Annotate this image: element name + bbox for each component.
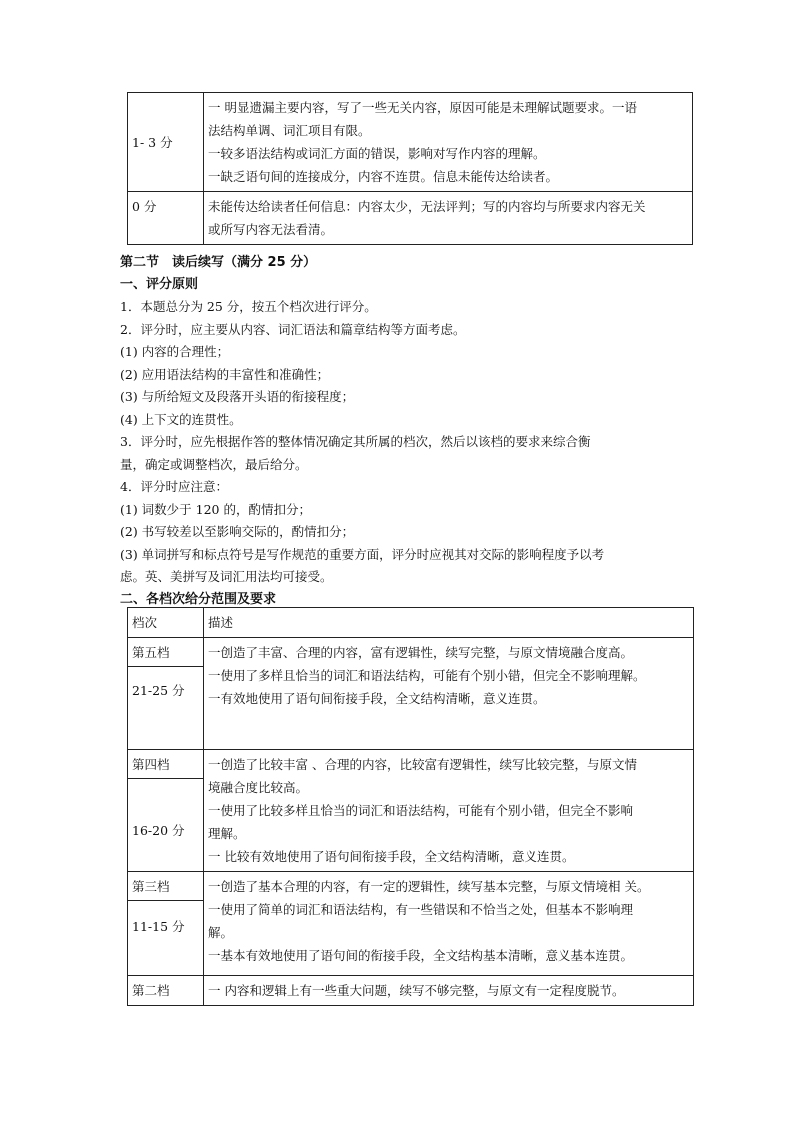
- description-cell: [204, 872, 694, 976]
- score-range: 16-20 分: [132, 823, 185, 838]
- cell-divider: [128, 900, 203, 901]
- grade-label: 第五档: [132, 645, 170, 660]
- principle-line: 1．本题总分为 25 分，按五个档次进行评分。: [120, 299, 377, 314]
- ranges-heading: 二、各档次给分范围及要求: [120, 591, 277, 607]
- principle-line: (3) 单词拼写和标点符号是写作规范的重要方面，评分时应视其对交际的影响程度予以考: [120, 546, 605, 562]
- score-range: 21-25 分: [132, 683, 185, 698]
- table-row: [128, 638, 694, 750]
- description-line: 一 内容和逻辑上有一些重大问题，续写不够完整，与原文有一定程度脱节。: [208, 983, 625, 998]
- principle-line: 虑。英、美拼写及词汇用法均可接受。: [120, 569, 333, 584]
- table-row: [128, 93, 693, 192]
- table-row: [128, 976, 694, 1006]
- grade-label: 第三档: [132, 879, 170, 894]
- header-grade: 档次: [128, 608, 204, 638]
- principle-line: (4) 上下文的连贯性。: [120, 411, 242, 427]
- table-row: [128, 192, 693, 245]
- description-line: 境融合度比较高。: [208, 780, 309, 795]
- description-line: 一创造了比较丰富 、合理的内容，比较富有逻辑性，续写比较完整，与原文情: [208, 757, 637, 772]
- description-line: 一使用了简单的词汇和语法结构，有一些错误和不恰当之处，但基本不影响理: [208, 902, 634, 917]
- description-line: 一使用了比较多样且恰当的词汇和语法结构，可能有个别小错，但完全不影响: [208, 803, 634, 818]
- cell-divider: [128, 666, 203, 667]
- score-cell: [128, 93, 204, 192]
- description-line: 一缺乏语句间的连接成分，内容不连贯。信息未能传达给读者。: [208, 169, 559, 184]
- principle-line: (3) 与所给短文及段落开头语的衔接程度；: [120, 389, 355, 404]
- principle-line: 4．评分时应注意：: [120, 479, 228, 494]
- principle-line: (1) 内容的合理性；: [120, 344, 230, 359]
- description-cell: [204, 638, 694, 750]
- description-line: 理解。: [208, 826, 246, 841]
- description-line: 法结构单调、词汇项目有限。: [208, 123, 371, 138]
- principle-line: 2．评分时，应主要从内容、词汇语法和篇章结构等方面考虑。: [120, 321, 466, 337]
- cell-divider: [128, 778, 203, 779]
- header-description: 描述: [204, 608, 694, 638]
- principle-line: 量，确定或调整档次，最后给分。: [120, 456, 308, 472]
- description-line: 一基本有效地使用了语句间的衔接手段，全文结构基本清晰，意义基本连贯。: [208, 948, 634, 963]
- grade-label: 第二档: [132, 983, 170, 998]
- description-cell: [204, 750, 694, 872]
- description-line: 一 明显遗漏主要内容，写了一些无关内容，原因可能是未理解试题要求。一语: [208, 100, 637, 115]
- description-cell: [204, 976, 694, 1006]
- grade-cell: [128, 638, 204, 750]
- description-line: 解。: [208, 925, 234, 940]
- principle-line: (2) 应用语法结构的丰富性和准确性；: [120, 366, 330, 382]
- score-cell: [128, 192, 204, 245]
- principle-line: (2) 书写较差以至影响交际的，酌情扣分；: [120, 524, 355, 539]
- description-cell: [204, 93, 693, 192]
- section-body: [120, 252, 700, 611]
- principle-line: 3．评分时，应先根据作答的整体情况确定其所属的档次，然后以该档的要求来综合衡: [120, 434, 591, 449]
- description-line: 一较多语法结构或词汇方面的错误，影响对写作内容的理解。: [208, 146, 546, 161]
- score-label: 0 分: [132, 199, 157, 214]
- principles-heading: 一、评分原则: [120, 277, 199, 292]
- grade-levels-table: [127, 607, 694, 1006]
- description-line: 一使用了多样且恰当的词汇和语法结构，可能有个别小错，但完全不影响理解。: [208, 668, 646, 683]
- description-line: 一创造了基本合理的内容，有一定的逻辑性，续写基本完整，与原文情境相 关。: [208, 879, 650, 894]
- principle-line: (1) 词数少于 120 的，酌情扣分；: [120, 501, 311, 517]
- grade-cell: [128, 750, 204, 872]
- description-line: 未能传达给读者任何信息：内容太少，无法评判；写的内容均与所要求内容无关: [208, 199, 646, 214]
- table-row: [128, 872, 694, 976]
- score-label: 1- 3 分: [132, 134, 173, 150]
- grade-label: 第四档: [132, 757, 170, 772]
- grade-cell: [128, 872, 204, 976]
- description-cell: [204, 192, 693, 245]
- scoring-table-top: [127, 92, 693, 245]
- grade-cell: [128, 976, 204, 1006]
- score-range: 11-15 分: [132, 919, 185, 934]
- description-line: 一创造了丰富、合理的内容，富有逻辑性，续写完整，与原文情境融合度高。: [208, 645, 634, 660]
- description-line: 一有效地使用了语句间衔接手段，全文结构清晰，意义连贯。: [208, 691, 546, 706]
- table-header-row: [128, 608, 694, 638]
- description-line: 或所写内容无法看清。: [208, 222, 334, 237]
- description-line: 一 比较有效地使用了语句间衔接手段，全文结构清晰，意义连贯。: [208, 849, 575, 864]
- table-row: [128, 750, 694, 872]
- section-title: 第二节 读后续写（满分 25 分）: [120, 255, 317, 270]
